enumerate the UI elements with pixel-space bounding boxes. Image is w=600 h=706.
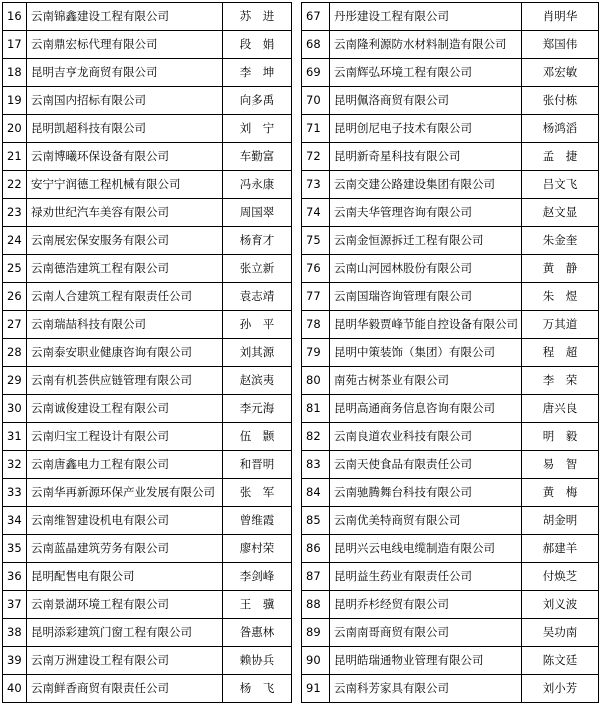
company-name: 云南优美特商贸有限公司 bbox=[330, 507, 522, 535]
company-name: 云南唐鑫电力工程有限公司 bbox=[27, 451, 223, 479]
company-name: 云南诚俊建设工程有限公司 bbox=[27, 395, 223, 423]
table-row bbox=[302, 227, 599, 255]
table-row bbox=[302, 255, 599, 283]
contact-person: 孙 平 bbox=[223, 311, 292, 339]
table-row bbox=[302, 199, 599, 227]
table-row bbox=[3, 171, 292, 199]
company-name: 云南鼎宏标代理有限公司 bbox=[27, 31, 223, 59]
contact-person: 吴功南 bbox=[522, 619, 599, 647]
company-name: 昆明益生药业有限责任公司 bbox=[330, 563, 522, 591]
row-number: 80 bbox=[302, 367, 330, 395]
company-name: 云南瑞喆科技有限公司 bbox=[27, 311, 223, 339]
contact-person: 李 荣 bbox=[522, 367, 599, 395]
row-number: 83 bbox=[302, 451, 330, 479]
company-name: 昆明华毅贾峰节能自控设备有限公司 bbox=[330, 311, 522, 339]
row-number: 69 bbox=[302, 59, 330, 87]
contact-person: 李 坤 bbox=[223, 59, 292, 87]
contact-person: 曾维霞 bbox=[223, 507, 292, 535]
company-name: 禄劝世纪汽车美容有限公司 bbox=[27, 199, 223, 227]
table-row bbox=[3, 423, 292, 451]
row-number: 22 bbox=[3, 171, 27, 199]
table-row bbox=[3, 311, 292, 339]
company-name: 云南交建公路建设集团有限公司 bbox=[330, 171, 522, 199]
table-row bbox=[302, 395, 599, 423]
table-row bbox=[3, 87, 292, 115]
table-row bbox=[302, 647, 599, 675]
row-number: 28 bbox=[3, 339, 27, 367]
table-row bbox=[302, 479, 599, 507]
contact-person: 明 毅 bbox=[522, 423, 599, 451]
company-name: 云南隆利源防水材料制造有限公司 bbox=[330, 31, 522, 59]
table-row bbox=[3, 535, 292, 563]
contact-person: 廖村荣 bbox=[223, 535, 292, 563]
contact-person: 邓宏敏 bbox=[522, 59, 599, 87]
row-number: 26 bbox=[3, 283, 27, 311]
contact-person: 郝建羊 bbox=[522, 535, 599, 563]
row-number: 67 bbox=[302, 3, 330, 31]
row-number: 89 bbox=[302, 619, 330, 647]
row-number: 29 bbox=[3, 367, 27, 395]
contact-person: 程 超 bbox=[522, 339, 599, 367]
table-row bbox=[3, 339, 292, 367]
company-name: 云南天使食品有限责任公司 bbox=[330, 451, 522, 479]
row-number: 91 bbox=[302, 675, 330, 703]
row-number: 71 bbox=[302, 115, 330, 143]
row-number: 81 bbox=[302, 395, 330, 423]
table-row bbox=[302, 59, 599, 87]
contact-person: 朱金奎 bbox=[522, 227, 599, 255]
table-row bbox=[302, 563, 599, 591]
row-number: 32 bbox=[3, 451, 27, 479]
row-number: 38 bbox=[3, 619, 27, 647]
company-name: 丹彤建设工程有限公司 bbox=[330, 3, 522, 31]
company-name: 云南国内招标有限公司 bbox=[27, 87, 223, 115]
company-table-right bbox=[301, 2, 599, 703]
contact-person: 肖明华 bbox=[522, 3, 599, 31]
row-number: 40 bbox=[3, 675, 27, 703]
row-number: 85 bbox=[302, 507, 330, 535]
company-name: 昆明配售电有限公司 bbox=[27, 563, 223, 591]
table-row bbox=[3, 367, 292, 395]
company-name: 昆明新奇星科技有限公司 bbox=[330, 143, 522, 171]
company-name: 云南泰安职业健康咨询有限公司 bbox=[27, 339, 223, 367]
company-name: 昆明佩洛商贸有限公司 bbox=[330, 87, 522, 115]
contact-person: 刘义波 bbox=[522, 591, 599, 619]
company-name: 云南有机荟供应链管理有限公司 bbox=[27, 367, 223, 395]
table-row bbox=[3, 227, 292, 255]
table-row bbox=[3, 675, 292, 703]
contact-person: 伍 颢 bbox=[223, 423, 292, 451]
company-name: 云南博曦环保设备有限公司 bbox=[27, 143, 223, 171]
company-name: 昆明高通商务信息咨询有限公司 bbox=[330, 395, 522, 423]
table-row bbox=[302, 535, 599, 563]
row-number: 75 bbox=[302, 227, 330, 255]
row-number: 34 bbox=[3, 507, 27, 535]
row-number: 33 bbox=[3, 479, 27, 507]
row-number: 25 bbox=[3, 255, 27, 283]
table-row bbox=[3, 3, 292, 31]
table-row bbox=[3, 591, 292, 619]
row-number: 27 bbox=[3, 311, 27, 339]
contact-person: 黄 梅 bbox=[522, 479, 599, 507]
row-number: 72 bbox=[302, 143, 330, 171]
table-row bbox=[3, 283, 292, 311]
table-row bbox=[3, 115, 292, 143]
row-number: 23 bbox=[3, 199, 27, 227]
row-number: 35 bbox=[3, 535, 27, 563]
table-row bbox=[302, 451, 599, 479]
table-row bbox=[302, 507, 599, 535]
row-number: 17 bbox=[3, 31, 27, 59]
company-name: 云南良道农业科技有限公司 bbox=[330, 423, 522, 451]
contact-person: 李剑峰 bbox=[223, 563, 292, 591]
company-name: 昆明皓瑞通物业管理有限公司 bbox=[330, 647, 522, 675]
table-row bbox=[3, 143, 292, 171]
row-number: 73 bbox=[302, 171, 330, 199]
company-name: 云南南哥商贸有限公司 bbox=[330, 619, 522, 647]
company-name: 云南锦鑫建设工程有限公司 bbox=[27, 3, 223, 31]
row-number: 19 bbox=[3, 87, 27, 115]
row-number: 78 bbox=[302, 311, 330, 339]
row-number: 84 bbox=[302, 479, 330, 507]
contact-person: 陈文廷 bbox=[522, 647, 599, 675]
company-name: 云南华再新源环保产业发展有限公司 bbox=[27, 479, 223, 507]
company-name: 云南归宝工程设计有限公司 bbox=[27, 423, 223, 451]
table-row bbox=[302, 339, 599, 367]
contact-person: 张 军 bbox=[223, 479, 292, 507]
table-row bbox=[302, 423, 599, 451]
company-name: 云南德浩建筑工程有限公司 bbox=[27, 255, 223, 283]
row-number: 24 bbox=[3, 227, 27, 255]
table-row bbox=[302, 619, 599, 647]
company-table-left bbox=[2, 2, 292, 703]
contact-person: 李元海 bbox=[223, 395, 292, 423]
row-number: 31 bbox=[3, 423, 27, 451]
row-number: 30 bbox=[3, 395, 27, 423]
row-number: 21 bbox=[3, 143, 27, 171]
row-number: 39 bbox=[3, 647, 27, 675]
table-row bbox=[3, 451, 292, 479]
row-number: 70 bbox=[302, 87, 330, 115]
table-row bbox=[3, 563, 292, 591]
table-row bbox=[302, 143, 599, 171]
table-row bbox=[302, 367, 599, 395]
company-name: 云南景湖环境工程有限公司 bbox=[27, 591, 223, 619]
contact-person: 易 智 bbox=[522, 451, 599, 479]
row-number: 87 bbox=[302, 563, 330, 591]
company-name: 昆明添彩建筑门窗工程有限公司 bbox=[27, 619, 223, 647]
contact-person: 王 骥 bbox=[223, 591, 292, 619]
company-name: 云南蓝晶建筑劳务有限公司 bbox=[27, 535, 223, 563]
row-number: 77 bbox=[302, 283, 330, 311]
table-row bbox=[3, 199, 292, 227]
contact-person: 胡金明 bbox=[522, 507, 599, 535]
company-name: 昆明创尼电子技术有限公司 bbox=[330, 115, 522, 143]
company-name: 昆明吉亨龙商贸有限公司 bbox=[27, 59, 223, 87]
company-name: 云南山河园林股份有限公司 bbox=[330, 255, 522, 283]
contact-person: 赵文显 bbox=[522, 199, 599, 227]
table-row bbox=[3, 59, 292, 87]
company-name: 云南金恒源拆迁工程有限公司 bbox=[330, 227, 522, 255]
row-number: 86 bbox=[302, 535, 330, 563]
table-row bbox=[302, 591, 599, 619]
contact-person: 黄 静 bbox=[522, 255, 599, 283]
contact-person: 杨育才 bbox=[223, 227, 292, 255]
contact-person: 孟 捷 bbox=[522, 143, 599, 171]
table-row bbox=[302, 87, 599, 115]
company-name: 南苑古树茶业有限公司 bbox=[330, 367, 522, 395]
table-row bbox=[302, 115, 599, 143]
contact-person: 刘其源 bbox=[223, 339, 292, 367]
contact-person: 朱 煜 bbox=[522, 283, 599, 311]
contact-person: 杨鸿滔 bbox=[522, 115, 599, 143]
company-name: 云南辉弘环境工程有限公司 bbox=[330, 59, 522, 87]
contact-person: 段 娟 bbox=[223, 31, 292, 59]
table-row bbox=[3, 507, 292, 535]
table-row bbox=[3, 647, 292, 675]
row-number: 82 bbox=[302, 423, 330, 451]
contact-person: 袁志靖 bbox=[223, 283, 292, 311]
company-name: 昆明凯超科技有限公司 bbox=[27, 115, 223, 143]
company-table-left-body bbox=[3, 3, 292, 703]
row-number: 37 bbox=[3, 591, 27, 619]
contact-person: 刘 宁 bbox=[223, 115, 292, 143]
company-name: 云南夫华管理咨询有限公司 bbox=[330, 199, 522, 227]
table-row bbox=[302, 31, 599, 59]
contact-person: 向多禹 bbox=[223, 87, 292, 115]
row-number: 79 bbox=[302, 339, 330, 367]
row-number: 36 bbox=[3, 563, 27, 591]
row-number: 16 bbox=[3, 3, 27, 31]
company-name: 云南人合建筑工程有限责任公司 bbox=[27, 283, 223, 311]
contact-person: 车勤富 bbox=[223, 143, 292, 171]
table-row bbox=[302, 3, 599, 31]
row-number: 88 bbox=[302, 591, 330, 619]
company-name: 云南万洲建设工程有限公司 bbox=[27, 647, 223, 675]
contact-person: 昝惠林 bbox=[223, 619, 292, 647]
company-name: 昆明中策装饰（集团）有限公司 bbox=[330, 339, 522, 367]
contact-person: 刘小芳 bbox=[522, 675, 599, 703]
table-row bbox=[302, 171, 599, 199]
row-number: 74 bbox=[302, 199, 330, 227]
contact-person: 郑国伟 bbox=[522, 31, 599, 59]
contact-person: 万其道 bbox=[522, 311, 599, 339]
table-row bbox=[302, 675, 599, 703]
company-name: 安宁宁润德工程机械有限公司 bbox=[27, 171, 223, 199]
row-number: 68 bbox=[302, 31, 330, 59]
row-number: 76 bbox=[302, 255, 330, 283]
company-name: 云南维智建设机电有限公司 bbox=[27, 507, 223, 535]
row-number: 18 bbox=[3, 59, 27, 87]
row-number: 90 bbox=[302, 647, 330, 675]
contact-person: 周国翠 bbox=[223, 199, 292, 227]
company-name: 云南展宏保安服务有限公司 bbox=[27, 227, 223, 255]
company-name: 昆明兴云电线电缆制造有限公司 bbox=[330, 535, 522, 563]
table-row bbox=[3, 619, 292, 647]
contact-person: 杨 飞 bbox=[223, 675, 292, 703]
table-row bbox=[302, 311, 599, 339]
company-name: 云南国瑞咨询管理有限公司 bbox=[330, 283, 522, 311]
contact-person: 吕文飞 bbox=[522, 171, 599, 199]
company-list-document bbox=[2, 0, 598, 706]
row-number: 20 bbox=[3, 115, 27, 143]
contact-person: 赵滨夷 bbox=[223, 367, 292, 395]
contact-person: 赖协兵 bbox=[223, 647, 292, 675]
company-name: 云南科芳家具有限公司 bbox=[330, 675, 522, 703]
company-name: 云南鲜香商贸有限责任公司 bbox=[27, 675, 223, 703]
contact-person: 付焕芝 bbox=[522, 563, 599, 591]
table-row bbox=[302, 283, 599, 311]
contact-person: 苏 进 bbox=[223, 3, 292, 31]
contact-person: 张立新 bbox=[223, 255, 292, 283]
company-name: 昆明乔杉经贸有限公司 bbox=[330, 591, 522, 619]
contact-person: 唐兴良 bbox=[522, 395, 599, 423]
table-row bbox=[3, 395, 292, 423]
company-name: 云南驰腾舞台科技有限公司 bbox=[330, 479, 522, 507]
table-row bbox=[3, 31, 292, 59]
contact-person: 和晋明 bbox=[223, 451, 292, 479]
company-table-right-body bbox=[302, 3, 599, 703]
table-row bbox=[3, 255, 292, 283]
contact-person: 冯永康 bbox=[223, 171, 292, 199]
table-row bbox=[3, 479, 292, 507]
contact-person: 张付栋 bbox=[522, 87, 599, 115]
